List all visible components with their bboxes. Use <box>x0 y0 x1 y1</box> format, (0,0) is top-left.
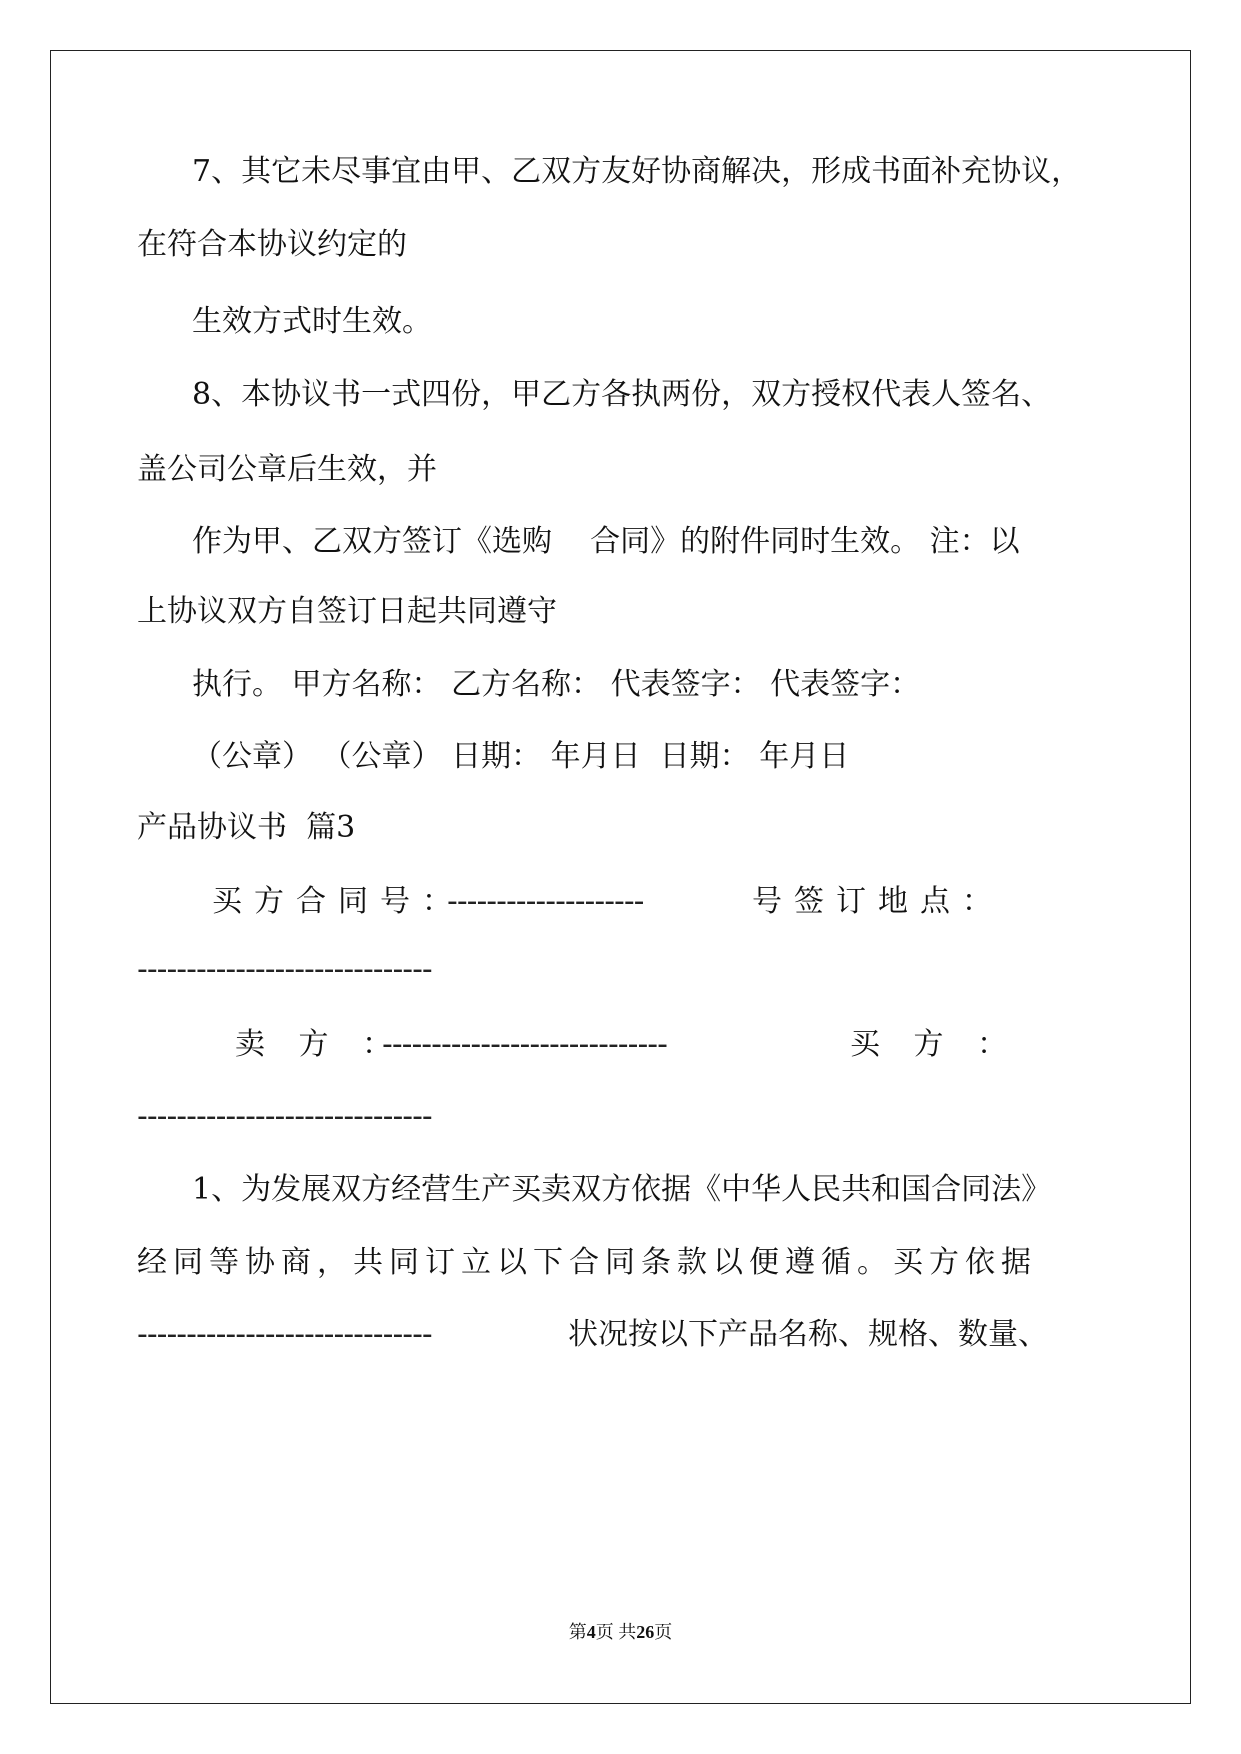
page-footer <box>0 1620 1241 1644</box>
clause-8-line-4: 上协议双方自签订日起共同遵守 <box>137 594 557 629</box>
buyer-blank: ------------------------------ <box>137 1099 432 1134</box>
seal-date-line: （公章） （公章） 日期： 年月日 日期： 年月日 <box>192 739 850 774</box>
footer-page-number: 4 <box>586 1622 596 1642</box>
clause-8-line-1: 8、本协议书一式四份，甲乙方各执两份，双方授权代表人签名、 <box>192 377 1052 412</box>
signature-line: 执行。 甲方名称： 乙方名称： 代表签字： 代表签字： <box>192 667 921 702</box>
clause-1-blank: ------------------------------ <box>137 1317 432 1352</box>
clause-7-line-1: 7、其它未尽事宜由甲、乙双方友好协商解决，形成书面补充协议， <box>192 154 1082 189</box>
contract-number-label: 买方合同号： <box>212 884 464 919</box>
clause-8-line-2: 盖公司公章后生效，并 <box>137 452 437 487</box>
contract-number-blank: -------------------- <box>447 884 644 919</box>
buyer-label: 买 方 ： <box>850 1027 1020 1062</box>
footer-total-pages: 26 <box>636 1622 655 1642</box>
footer-suffix: 页 <box>654 1622 673 1642</box>
signing-place-label: 号签订地点： <box>752 884 1004 919</box>
seller-blank: ----------------------------- <box>382 1027 667 1062</box>
clause-7-line-2: 在符合本协议约定的 <box>137 227 407 262</box>
footer-prefix: 第 <box>568 1622 587 1642</box>
clause-1-line-1: 1、为发展双方经营生产买卖双方依据《中华人民共和国合同法》 <box>192 1172 1052 1207</box>
clause-1-line-3: 状况按以下产品名称、规格、数量、 <box>568 1317 1048 1352</box>
footer-mid: 页 共 <box>595 1622 637 1642</box>
seller-label: 卖 方 ： <box>235 1027 405 1062</box>
signing-place-blank: ------------------------------ <box>137 952 432 987</box>
section-title: 产品协议书 篇3 <box>137 810 356 845</box>
clause-1-line-2: 经同等协商，共同订立以下合同条款以便遵循。买方依据 <box>137 1245 1037 1280</box>
clause-8-line-3: 作为甲、乙双方签订《选购 合同》的附件同时生效。 注：以 <box>192 524 1020 559</box>
page-frame <box>50 50 1191 1704</box>
clause-7-line-3: 生效方式时生效。 <box>192 304 432 339</box>
